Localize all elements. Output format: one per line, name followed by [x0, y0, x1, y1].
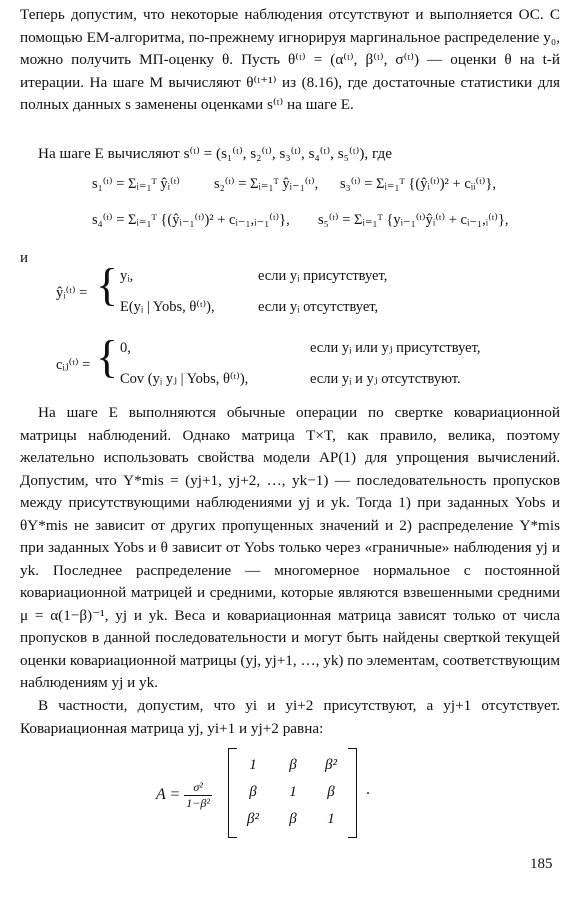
yhat-case-1: yᵢ,	[120, 268, 134, 284]
yhat-condition-2: если yᵢ отсутствует,	[258, 299, 379, 315]
paragraph-e-step: На шаге Е вычисляют s⁽ᵗ⁾ = (s₁⁽ᵗ⁾, s₂⁽ᵗ⁾, s₃⁽ᵗ⁾, s₄⁽ᵗ⁾, s₅⁽ᵗ⁾), где	[38, 145, 392, 162]
cij-lhs: cᵢⱼ⁽ᵗ⁾ =	[56, 357, 91, 373]
paragraph-intro: Теперь допустим, что некоторые наблюдения отсутствуют и выполняется ОС. С помощью ЕМ-алгоритма, по-прежнему игнорируя маргинальное распределение y₀, можно получить МП-оценку θ. Пусть θ⁽ᵗ⁾ = (α⁽ᵗ⁾, β⁽ᵗ⁾, σ⁽ᵗ⁾) — оценки θ на t-й итерации. На шаге М вычисляют θ⁽ᵗ⁺¹⁾ из (8.16), где достаточные статистики для полных данных s заменены оценками s⁽ᵗ⁾ на шаге Е.	[20, 6, 560, 113]
left-brace-icon: {	[96, 331, 119, 382]
left-brace-icon: {	[96, 259, 119, 310]
right-bracket-icon	[348, 748, 357, 838]
yhat-condition-1: если yᵢ присутствует,	[258, 268, 388, 284]
matrix-cell: β²	[325, 757, 337, 773]
matrix-lhs	[156, 780, 212, 811]
fraction-denominator: 1−β²	[186, 796, 210, 810]
equation-s3: s₃⁽ᵗ⁾ = Σᵢ₌₁ᵀ {(ŷᵢ⁽ᵗ⁾)² + cᵢᵢ⁽ᵗ⁾},	[340, 176, 496, 192]
matrix-cell: β	[327, 784, 335, 800]
conjunction-and: и	[20, 250, 29, 266]
matrix-cell: β	[249, 784, 257, 800]
cij-condition-2: если yᵢ и yⱼ отсутствуют.	[310, 371, 461, 387]
equation-s5: s₅⁽ᵗ⁾ = Σᵢ₌₁ᵀ {yᵢ₋₁⁽ᵗ⁾ŷᵢ⁽ᵗ⁾ + cᵢ₋₁,ᵢ⁽ᵗ⁾},	[318, 212, 509, 228]
paragraph-example: В частности, допустим, что yi и yi+2 присутствуют, а yj+1 отсутствует. Ковариационная матрица yj, yi+1 и yj+2 равна:	[20, 697, 560, 737]
paragraph-convolution: На шаге Е выполняются обычные операции по свертке ковариационной матрицы наблюдений. Однако матрица T×T, как правило, велика, поэтому желательно использовать свойства модели АР(1) для упрощения вычислений. Допустим, что Y*mis = (yj+1, yj+2, …, yk−1) — последовательность пропусков между присутствующими наблюдениями yj и yk. Тогда 1) при заданных Yobs и θY*mis не зависит от других пропущенных значений и 2) распределение Y*mis при заданных Yobs и θ зависит от Yobs только через «граничные» наблюдения yj и yk. Последнее распределение — многомерное нормальное с постоянной ковариационной матрицей и средними, которые являются взвешенными средними μ = α(1−β)⁻¹, yj и yk. Веса и ковариационная матрица зависят только от числа пропусков в данной последовательности и могут быть найдены сверткой текущей оценки ковариационной матрицы (yj, yj+1, …, yk) по элементам, соответствующим наблюдениям yj и yk.	[20, 404, 561, 691]
fraction-numerator: σ²	[184, 780, 212, 796]
cij-case-2: Cov (yᵢ yⱼ | Yobs, θ⁽ᵗ⁾),	[120, 371, 249, 387]
page-number: 185	[530, 856, 553, 872]
matrix-cell: β²	[247, 811, 259, 827]
yhat-lhs: ŷᵢ⁽ᵗ⁾ =	[56, 285, 88, 301]
yhat-case-2: E(yᵢ | Yobs, θ⁽ᵗ⁾),	[120, 299, 215, 315]
cij-condition-1: если yᵢ или yⱼ присутствует,	[310, 340, 481, 356]
equation-s4: s₄⁽ᵗ⁾ = Σᵢ₌₁ᵀ {(ŷᵢ₋₁⁽ᵗ⁾)² + cᵢ₋₁,ᵢ₋₁⁽ᵗ⁾},	[92, 212, 290, 228]
matrix-cell: 1	[327, 811, 335, 827]
matrix-cell: 1	[289, 784, 297, 800]
matrix-cell: β	[289, 811, 297, 827]
matrix-scalar-fraction	[184, 780, 212, 811]
matrix-A-label: A =	[156, 786, 181, 804]
equation-s2: s₂⁽ᵗ⁾ = Σᵢ₌₁ᵀ ŷᵢ₋₁⁽ᵗ⁾,	[214, 176, 319, 192]
matrix-end-period: .	[366, 781, 370, 798]
matrix-cell: β	[289, 757, 297, 773]
equation-s1: s₁⁽ᵗ⁾ = Σᵢ₌₁ᵀ ŷᵢ⁽ᵗ⁾	[92, 176, 180, 192]
cij-case-1: 0,	[120, 340, 131, 356]
matrix-cell: 1	[249, 757, 257, 773]
